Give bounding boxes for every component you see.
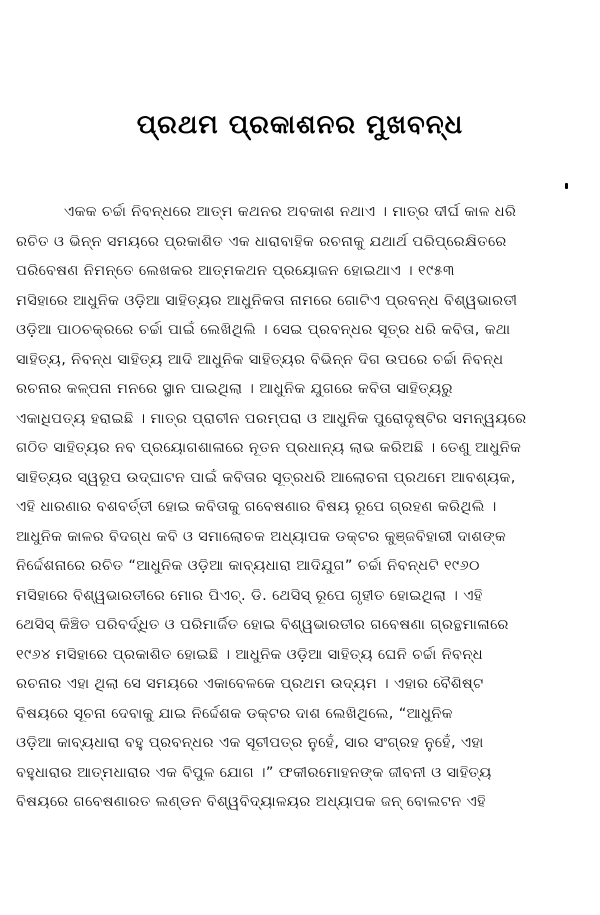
body-paragraph bbox=[16, 197, 582, 817]
text-line: ଓଡ଼ିଆ ପାଠଚକ୍ରରେ ଚର୍ଚ୍ଚା ପାଇଁ ଲେଖିଥିଲି । ସେଇ ପ୍ରବନ୍ଧର ସୂତ୍ର ଧରି କବିତା, କଥା bbox=[16, 321, 511, 338]
text-line: ଏକାଧିପତ୍ୟ ହରାଇଛି । ମାତ୍ର ପ୍ରାଚୀନ ପରମ୍ପରା ଓ ଆଧୁନିକ ପୁରୋଦୃଷ୍ଟିର ସମନ୍ୱୟରେ bbox=[16, 409, 527, 427]
text-line: ମସିହାରେ ବିଶ୍ୱଭାରତୀରେ ମୋର ପିଏଚ୍‌. ଡି. ଥେସିସ୍ ରୂପେ ଗୃହୀତ ହୋଇଥିଲା । ଏହି bbox=[16, 586, 483, 604]
text-line: ରଚନାର କଳ୍ପନା ମନରେ ସ୍ଥାନ ପାଇଥିଲା । ଆଧୁନିକ ଯୁଗରେ କବିତା ସାହିତ୍ୟରୁ bbox=[16, 380, 453, 397]
text-line: ଏହି ଧାରଣାର ବଶବର୍ତ୍ତୀ ହୋଇ କବିତାକୁ ଗବେଷଣାର ବିଷୟ ରୂପେ ଗ୍ରହଣ କରିଥିଲି । bbox=[16, 498, 497, 515]
text-line: ପରିବେଷଣ ନିମନ୍ତେ ଲେଖକର ଆତ୍ମକଥନ ପ୍ରୟୋଜନ ହୋଇଥାଏ । ୧୯୫୩ bbox=[16, 262, 455, 279]
text-line: ଆଧୁନିକ କାଳର ବିଦଗ୍ଧ କବି ଓ ସମାଲୋଚକ ଅଧ୍ୟାପକ ଡକ୍ଟର କୁଞ୍ଜବିହାରୀ ଦାଶଙ୍କ bbox=[16, 527, 507, 545]
text-line: ଗଠିତ ସାହିତ୍ୟର ନବ ପ୍ରୟୋଗଶାଳାରେ ନୂତନ ପ୍ରଧାନ୍ୟ ଲାଭ କରିଅଛି । ତେଣୁ ଆଧୁନିକ bbox=[16, 439, 522, 456]
text-line: ୧୯୬୪ ମସିହାରେ ପ୍ରକାଶିତ ହୋଇଛି । ଆଧୁନିକ ଓଡ଼ିଆ ସାହିତ୍ୟ ଘେନି ଚର୍ଚ୍ଚା ନିବନ୍ଧ bbox=[16, 645, 483, 663]
text-line: ରଚନାର ଏହା ଥିଲା ସେ ସମୟରେ ଏକାବେଳକେ ପ୍ରଥମ ଉଦ୍ୟମ । ଏହାର ବୈଶିଷ୍ଟ bbox=[16, 675, 484, 692]
text-line: ଏକକ ଚର୍ଚ୍ଚା ନିବନ୍ଧରେ ଆତ୍ମ କଥନର ଅବକାଶ ନଥାଏ । ମାତ୍ର ଦୀର୍ଘ କାଳ ଧରି bbox=[64, 203, 517, 220]
text-line: ବିଷୟରେ ସୂଚନା ଦେବାକୁ ଯାଇ ନିର୍ଦ୍ଦେଶକ ଡକ୍ଟର ଦାଶ ଲେଖିଥିଲେ, “ଆଧୁନିକ bbox=[16, 704, 453, 722]
margin-mark bbox=[565, 183, 568, 189]
text-line: ସାହିତ୍ୟର ସ୍ୱରୂପ ଉଦ୍‌ଘାଟନ ପାଇଁ କବିତାର ସୂତ୍ରଧରି ଆଲୋଚନା ପ୍ରଥମେ ଆବଶ୍ୟକ, bbox=[16, 468, 516, 486]
page-title: ପ୍ରଥମ ପ୍ରକାଶନର ମୁଖବନ୍ଧ bbox=[136, 110, 464, 140]
text-line: ଓଡ଼ିଆ କାବ୍ୟଧାରା ବହୁ ପ୍ରବନ୍ଧର ଏକ ସୂଚୀପତ୍ର ନୁହେଁ, ସାର ସଂଗ୍ରହ ନୁହେଁ, ଏହା bbox=[16, 734, 484, 751]
text-line: ମସିହାରେ ଆଧୁନିକ ଓଡ଼ିଆ ସାହିତ୍ୟର ଆଧୁନିକତା ନାମରେ ଗୋଟିଏ ପ୍ରବନ୍ଧ ବିଶ୍ୱଭାରତୀ bbox=[16, 291, 518, 309]
text-line: ଥେସିସ୍ କିଞ୍ଚିତ ପରିବର୍ଦ୍ଧିତ ଓ ପରିମାର୍ଜିତ ହୋଇ ବିଶ୍ୱଭାରତୀର ଗବେଷଣା ଗ୍ରନ୍ଥମାଳାରେ bbox=[16, 616, 509, 633]
text-line: ବହୁଧାରାର ଆତ୍ମଧାରାର ଏକ ବିପୁଳ ଯୋଗ ।” ଫକୀରମୋହନଙ୍କ ଜୀବନୀ ଓ ସାହିତ୍ୟ bbox=[16, 763, 492, 781]
text-line: ରଚିତ ଓ ଭିନ୍ନ ସମୟରେ ପ୍ରକାଶିତ ଏକ ଧାରାବାହିକ ରଚନାକୁ ଯଥାର୍ଥ ପରିପ୍ରେକ୍ଷିତରେ bbox=[16, 232, 507, 250]
text-line: ନିର୍ଦ୍ଦେଶନାରେ ରଚିତ “ଆଧୁନିକ ଓଡ଼ିଆ କାବ୍ୟଧାରା ଆଦିଯୁଗ” ଚର୍ଚ୍ଚା ନିବନ୍ଧଟି ୧୯୬୦ bbox=[16, 557, 480, 574]
text-line: ବିଷୟରେ ଗବେଷଣାରତ ଲଣ୍ଡନ ବିଶ୍ୱବିଦ୍ୟାଳୟର ଅଧ୍ୟାପକ ଜନ୍ ବୋଲଟନ ଏହି bbox=[16, 793, 486, 810]
text-line: ସାହିତ୍ୟ, ନିବନ୍ଧ ସାହିତ୍ୟ ଆଦି ଆଧୁନିକ ସାହିତ୍ୟର ବିଭିନ୍ନ ଦିଗ ଉପରେ ଚର୍ଚ୍ଚା ନିବନ୍ଧ bbox=[16, 350, 504, 368]
